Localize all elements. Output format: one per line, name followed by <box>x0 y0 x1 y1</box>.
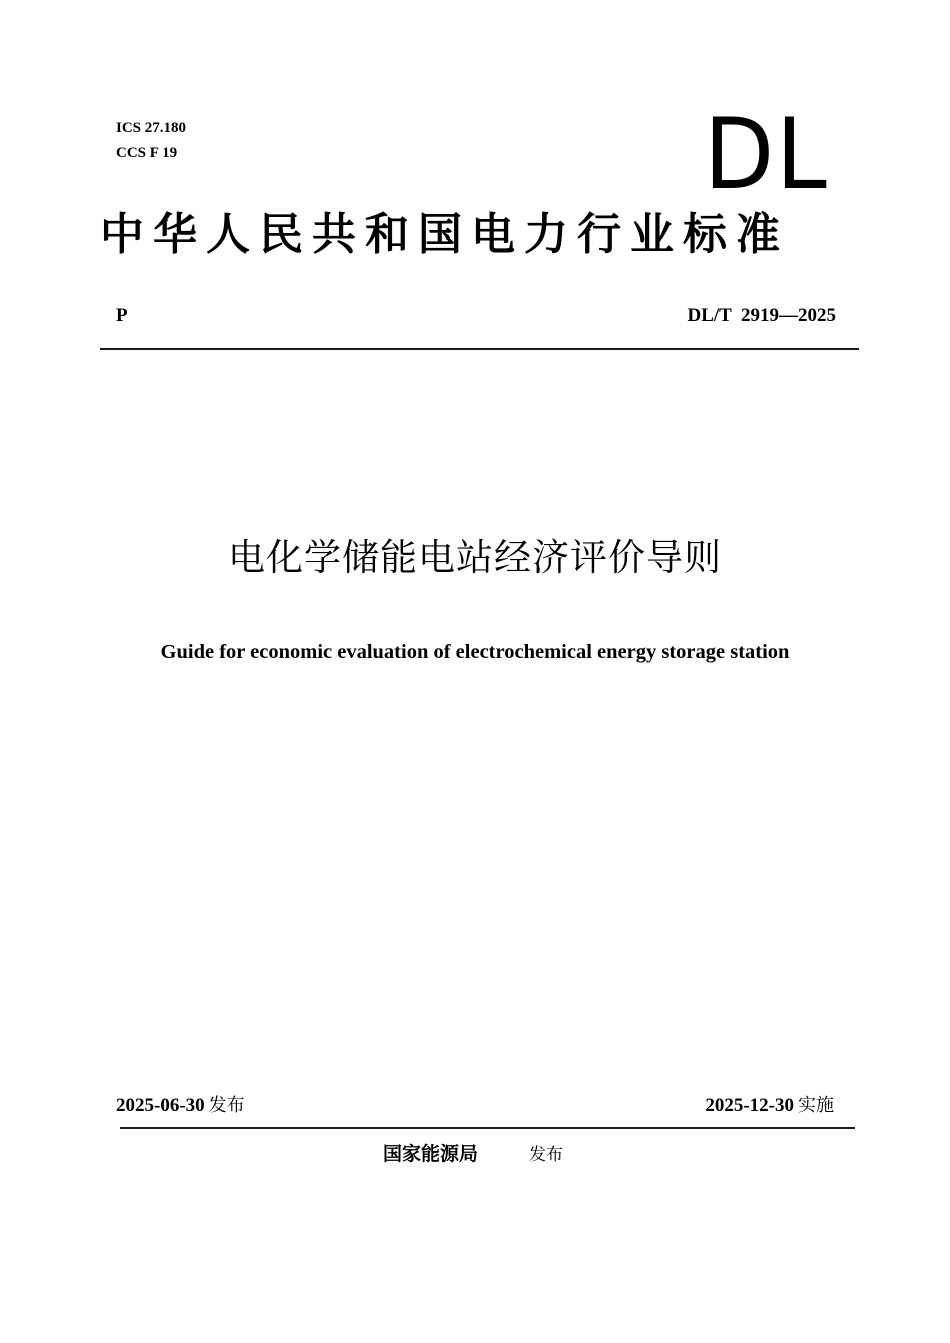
classification-letter: P <box>116 305 128 326</box>
issue-date: 2025-06-30 <box>116 1095 205 1116</box>
issue-label: 发布 <box>208 1095 245 1116</box>
document-title-en: Guide for economic evaluation of electrochemical energy storage station <box>160 641 790 663</box>
standard-number: DL/T 2919—2025 <box>687 305 836 326</box>
implementation-date-line <box>705 1093 834 1119</box>
implementation-date: 2025-12-30 <box>705 1095 794 1116</box>
document-title-cn: 电化学储能电站经济评价导则 <box>228 536 722 579</box>
ccs-code: CCS F 19 <box>116 145 178 161</box>
ics-code: ICS 27.180 <box>116 120 187 136</box>
top-divider <box>100 348 859 350</box>
issue-date-line <box>116 1093 245 1119</box>
bottom-divider <box>120 1127 855 1129</box>
publisher-name: 国家能源局 <box>383 1143 479 1165</box>
industry-standard-title: 中华人民共和国电力行业标准 <box>100 209 789 260</box>
dl-logo: DL <box>704 98 829 212</box>
implementation-label: 实施 <box>798 1095 834 1116</box>
publish-label: 发布 <box>529 1145 563 1165</box>
